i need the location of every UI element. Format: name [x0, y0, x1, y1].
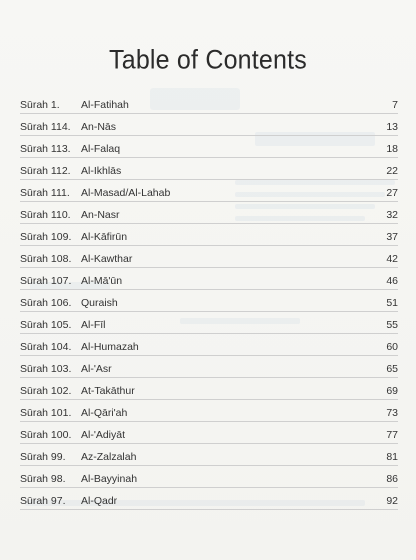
- surah-name: Al-Qāri'ah: [81, 407, 128, 419]
- surah-name: Quraish: [81, 297, 118, 309]
- page-number: 55: [386, 319, 398, 331]
- surah-name: An-Nasr: [81, 209, 120, 221]
- dotted-leader-line: [20, 487, 398, 488]
- surah-name: Al-Qadr: [81, 495, 118, 507]
- page-number: 13: [386, 121, 398, 133]
- toc-entry[interactable]: [20, 490, 398, 512]
- toc-entry[interactable]: [20, 380, 398, 402]
- surah-name: Al-Kawthar: [81, 253, 133, 265]
- page-number: 37: [386, 231, 398, 243]
- surah-number: Sūrah 107.: [20, 275, 72, 287]
- dotted-leader-line: [20, 289, 398, 290]
- surah-name: Al-Mā'ūn: [81, 275, 123, 287]
- surah-name: Al-Fatihah: [81, 99, 129, 111]
- dotted-leader-line: [20, 223, 398, 224]
- surah-number: Sūrah 111.: [20, 187, 70, 199]
- page-number: 60: [386, 341, 398, 353]
- dotted-leader-line: [20, 377, 398, 378]
- surah-number: Sūrah 97.: [20, 495, 66, 507]
- surah-number: Sūrah 1.: [20, 99, 60, 111]
- page-number: 27: [386, 187, 398, 199]
- surah-name: Al-Humazah: [81, 341, 139, 353]
- surah-name: Al-'Adiyāt: [81, 429, 126, 441]
- dotted-leader-line: [20, 333, 398, 334]
- page-number: 51: [386, 297, 398, 309]
- surah-number: Sūrah 104.: [20, 341, 72, 353]
- dotted-leader-line: [20, 443, 398, 444]
- surah-name: Al-'Asr: [81, 363, 112, 375]
- toc-entry[interactable]: [20, 138, 398, 160]
- surah-number: Sūrah 114.: [20, 121, 71, 133]
- toc-entry[interactable]: [20, 248, 398, 270]
- dotted-leader-line: [20, 421, 398, 422]
- surah-number: Sūrah 98.: [20, 473, 66, 485]
- surah-number: Sūrah 103.: [20, 363, 72, 375]
- dotted-leader-line: [20, 465, 398, 466]
- surah-name: An-Nās: [81, 121, 117, 133]
- page-number: 18: [386, 143, 398, 155]
- dotted-leader-line: [20, 201, 398, 202]
- dotted-leader-line: [20, 399, 398, 400]
- dotted-leader-line: [20, 245, 398, 246]
- toc-entry[interactable]: [20, 182, 398, 204]
- toc-entry[interactable]: [20, 314, 398, 336]
- page-number: 69: [386, 385, 398, 397]
- surah-number: Sūrah 113.: [20, 143, 71, 155]
- page-number: 32: [386, 209, 398, 221]
- toc-entry[interactable]: [20, 336, 398, 358]
- toc-entry[interactable]: [20, 94, 398, 116]
- surah-number: Sūrah 102.: [20, 385, 72, 397]
- dotted-leader-line: [20, 179, 398, 180]
- page-number: 7: [392, 99, 398, 111]
- surah-name: Al-Ikhlās: [81, 165, 122, 177]
- surah-number: Sūrah 109.: [20, 231, 72, 243]
- dotted-leader-line: [20, 509, 398, 510]
- surah-number: Sūrah 108.: [20, 253, 72, 265]
- toc-entry[interactable]: [20, 446, 398, 468]
- surah-number: Sūrah 110.: [20, 209, 71, 221]
- surah-name: Al-Kāfirūn: [81, 231, 128, 243]
- table-of-contents: [20, 94, 398, 512]
- page-number: 92: [386, 495, 398, 507]
- toc-entry[interactable]: [20, 358, 398, 380]
- toc-entry[interactable]: [20, 468, 398, 490]
- toc-entry[interactable]: [20, 160, 398, 182]
- surah-name: Az-Zalzalah: [81, 451, 137, 463]
- page-number: 81: [386, 451, 398, 463]
- page-number: 42: [386, 253, 398, 265]
- toc-entry[interactable]: [20, 270, 398, 292]
- dotted-leader-line: [20, 113, 398, 114]
- page-number: 46: [386, 275, 398, 287]
- surah-number: Sūrah 101.: [20, 407, 72, 419]
- surah-number: Sūrah 106.: [20, 297, 72, 309]
- surah-name: Al-Falaq: [81, 143, 121, 155]
- toc-entry[interactable]: [20, 424, 398, 446]
- dotted-leader-line: [20, 135, 398, 136]
- page-number: 65: [386, 363, 398, 375]
- toc-entry[interactable]: [20, 402, 398, 424]
- page-number: 77: [386, 429, 398, 441]
- toc-entry[interactable]: [20, 292, 398, 314]
- toc-entry[interactable]: [20, 226, 398, 248]
- page-number: 73: [386, 407, 398, 419]
- dotted-leader-line: [20, 157, 398, 158]
- surah-name: Al-Bayyinah: [81, 473, 138, 485]
- toc-entry[interactable]: [20, 116, 398, 138]
- surah-number: Sūrah 105.: [20, 319, 72, 331]
- page-number: 22: [386, 165, 398, 177]
- toc-entry[interactable]: [20, 204, 398, 226]
- dotted-leader-line: [20, 355, 398, 356]
- surah-name: Al-Fīl: [81, 319, 106, 331]
- surah-number: Sūrah 99.: [20, 451, 66, 463]
- surah-name: Al-Masad/Al-Lahab: [81, 187, 171, 199]
- dotted-leader-line: [20, 311, 398, 312]
- dotted-leader-line: [20, 267, 398, 268]
- page-number: 86: [386, 473, 398, 485]
- surah-number: Sūrah 100.: [20, 429, 72, 441]
- page-title: Table of Contents: [109, 44, 307, 76]
- surah-name: At-Takāthur: [81, 385, 135, 397]
- surah-number: Sūrah 112.: [20, 165, 71, 177]
